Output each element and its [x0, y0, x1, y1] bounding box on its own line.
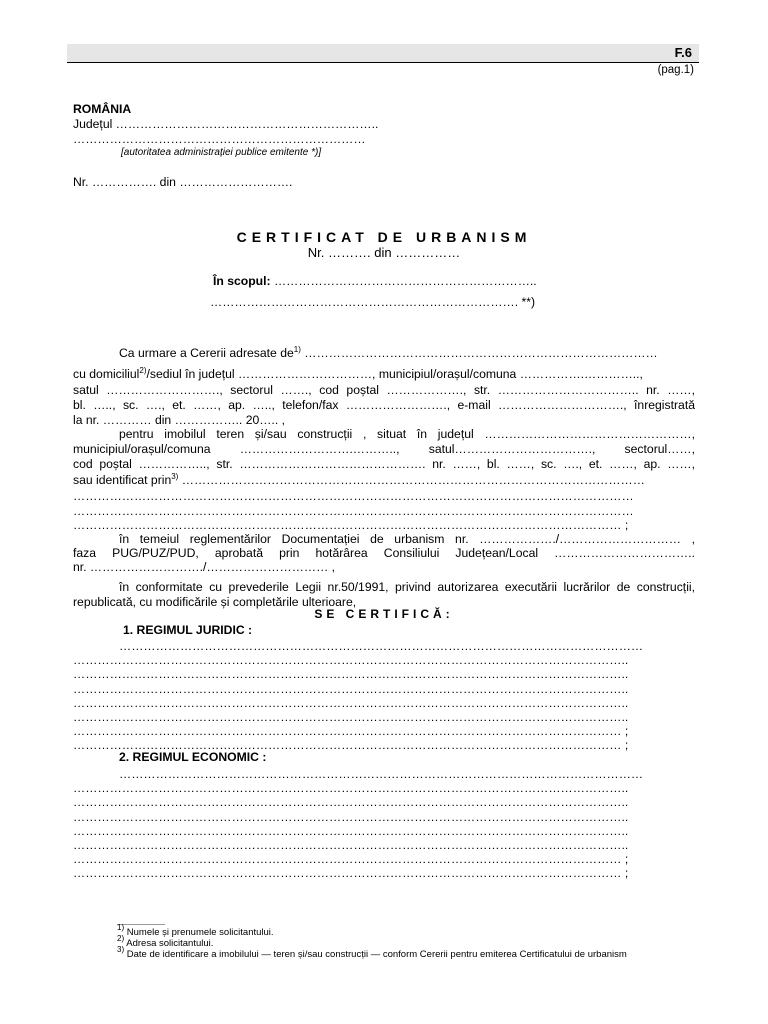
- economic-regime-field-2[interactable]: ………………………………………………………………………………………………………………………..: [73, 781, 629, 795]
- admin-authority-line[interactable]: ………………………………………………………………: [73, 132, 366, 146]
- admin-authority-hint: [autoritatea administrației publice emitente *)]: [121, 147, 322, 158]
- county-line[interactable]: Județul ………………………………………………………..: [73, 117, 379, 131]
- property-line[interactable]: pentru imobilul teren și/sau construcții , situat în județul ……………………………………………,: [119, 427, 695, 441]
- contact-line[interactable]: bl. ….., sc. …., et. ……, ap. ….., telefon/fax ……………………., e-mail …………………………., înregistrată: [73, 398, 695, 412]
- identified-by-label: sau identificat prin: [73, 473, 172, 487]
- scope-field-2[interactable]: …………………………………………………………………. **): [210, 295, 536, 309]
- legal-regime-field-8[interactable]: ……………………………………………………………………………………………………………………… ;: [73, 738, 629, 752]
- legal-regime-field-4[interactable]: ………………………………………………………………………………………………………………………..: [73, 682, 629, 696]
- identified-by-cont-1[interactable]: …………………………………………………………………………………………………………………………: [73, 489, 634, 503]
- request-text: Ca urmare a Cererii adresate de: [119, 346, 294, 360]
- country-label: ROMÂNIA: [73, 102, 132, 116]
- issuer-number-line[interactable]: Nr. ……………. din ……………………….: [73, 175, 293, 189]
- footnote-ref-3: 3): [171, 473, 179, 481]
- economic-regime-field-5[interactable]: ………………………………………………………………………………………………………………………..: [73, 824, 629, 838]
- scope-label: În scopul:: [213, 274, 271, 288]
- economic-regime-heading: 2. REGIMUL ECONOMIC :: [119, 750, 267, 764]
- legal-regime-field-5[interactable]: ………………………………………………………………………………………………………………………..: [73, 696, 629, 710]
- property-locality-line[interactable]: municipiul/orașul/comuna ……………………….……….., satul……………………………., sectorul……,: [73, 442, 695, 456]
- legal-regime-field-1[interactable]: …………………………………………………………………………………………………………………: [119, 639, 644, 653]
- applicant-field[interactable]: ……………………………………………………………………………: [304, 346, 658, 360]
- economic-regime-field-7[interactable]: ……………………………………………………………………………………………………………………… ;: [73, 852, 629, 866]
- property-address-line[interactable]: cod poștal …………….., str. ………………………………………. nr. ……, bl. ……, sc. …., et. ……, ap. ……,: [73, 457, 695, 471]
- economic-regime-field-6[interactable]: ………………………………………………………………………………………………………………………..: [73, 838, 629, 852]
- footnote-ref-1: 1): [293, 346, 301, 354]
- legal-regime-field-2[interactable]: ………………………………………………………………………………………………………………………..: [73, 653, 629, 667]
- economic-regime-field-8[interactable]: ……………………………………………………………………………………………………………………… ;: [73, 866, 629, 880]
- document-title: CERTIFICAT DE URBANISM: [236, 229, 532, 245]
- legal-basis-line-2: republicată, cu modificările și completările ulterioare,: [73, 595, 357, 609]
- domicile-label: cu domiciliul: [73, 367, 140, 381]
- identified-by-cont-3[interactable]: ……………………………………………………………………………………………………………………… ;: [73, 518, 629, 532]
- identified-by-field[interactable]: ……………………………………………………………………………………………………: [181, 473, 645, 487]
- approval-line[interactable]: faza PUG/PUZ/PUD, aprobată prin hotărârea Consiliului Județean/Local ……………………………..: [73, 546, 695, 560]
- legal-basis-line: în conformitate cu prevederile Legii nr.50/1991, privind autorizarea executării lucrărilor de construcții,: [119, 580, 695, 594]
- footnote-2: $^{2)}$ Adresa solicitantului.: [117, 934, 214, 949]
- scope-row: [213, 274, 537, 288]
- footnote-separator: [117, 924, 165, 925]
- economic-regime-field-3[interactable]: ………………………………………………………………………………………………………………………..: [73, 795, 629, 809]
- footnote-1: $^{1)}$ Numele și prenumele solicitantului.: [117, 923, 274, 938]
- legal-regime-heading: 1. REGIMUL JURIDIC :: [123, 623, 253, 637]
- domicile-line: [73, 367, 695, 381]
- legal-regime-field-7[interactable]: ……………………………………………………………………………………………………………………… ;: [73, 724, 629, 738]
- form-number: F.6: [674, 45, 692, 60]
- approval-number-line[interactable]: nr. ………………………./………………………… ,: [73, 560, 336, 574]
- economic-regime-field-1[interactable]: …………………………………………………………………………………………………………………: [119, 767, 644, 781]
- address-line[interactable]: satul ………………………., sectorul ……., cod poștal ………………., str. …………………………….. nr. ……,: [73, 383, 695, 397]
- page-indicator: (pag.1): [657, 64, 694, 76]
- legal-regime-field-3[interactable]: ………………………………………………………………………………………………………………………..: [73, 667, 629, 681]
- footnote-ref-2: 2): [139, 367, 147, 375]
- footnote-3: $^{3)}$ Date de identificare a imobilului — teren și/sau construcții — conform Cererii pentru emiterea Certificatului de urbanism: [117, 945, 627, 960]
- request-line: [73, 346, 695, 360]
- domicile-fields[interactable]: /sediul în județul ……………………………, municipiul/orașul/comuna …………….…………..,: [146, 367, 643, 381]
- certificate-number[interactable]: Nr. ………. din ……………: [307, 245, 461, 260]
- form-header-band: [67, 44, 699, 63]
- scope-field[interactable]: ………………………………………………………..: [273, 274, 537, 288]
- identified-by-line: [73, 473, 695, 487]
- identified-by-cont-2[interactable]: …………………………………………………………………………………………………………………………: [73, 504, 634, 518]
- certifies-heading: SE CERTIFICĂ:: [314, 607, 454, 621]
- economic-regime-field-4[interactable]: ………………………………………………………………………………………………………………………..: [73, 810, 629, 824]
- urbanism-doc-line[interactable]: în temeiul reglementărilor Documentației de urbanism nr. ………………./………………………… ,: [119, 532, 695, 546]
- legal-regime-field-6[interactable]: ………………………………………………………………………………………………………………………..: [73, 710, 629, 724]
- registration-line[interactable]: la nr. ………… din …………….. 20….. ,: [73, 413, 285, 427]
